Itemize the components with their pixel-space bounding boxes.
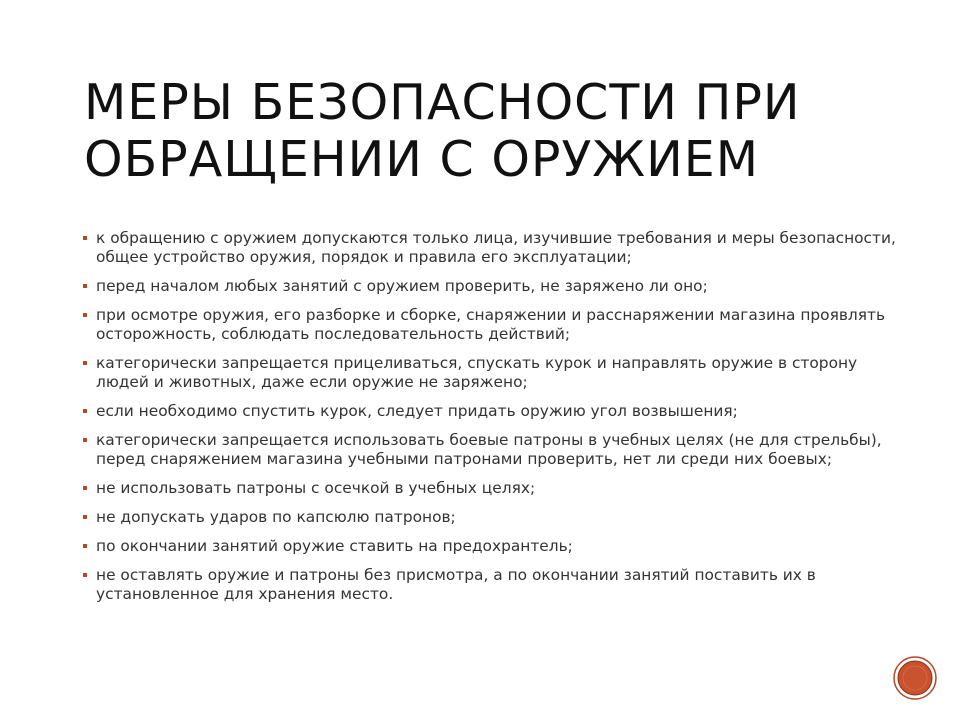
slide-title: [84, 74, 904, 188]
bullet-text: не использовать патроны с осечкой в учебных целях;: [96, 479, 536, 497]
slide-title-line-2: ОБРАЩЕНИИ С ОРУЖИЕМ: [84, 131, 759, 188]
bullet-square-icon: [83, 573, 87, 577]
bullet-text: не оставлять оружие и патроны без присмотра, а по окончании занятий поставить их в установленное для хранения место.: [96, 566, 816, 603]
bullet-square-icon: [83, 515, 87, 519]
bullet-square-icon: [83, 409, 87, 413]
slide-title-line-1: МЕРЫ БЕЗОПАСНОСТИ ПРИ: [84, 74, 801, 131]
bullet-square-icon: [83, 361, 87, 365]
bullet-text: если необходимо спустить курок, следует придать оружию угол возвышения;: [96, 402, 738, 420]
bullet-text: при осмотре оружия, его разборке и сборке, снаряжении и расснаряжении магазина проявлять осторожность, соблюдать последовательность действий;: [96, 306, 886, 343]
bullet-text: не допускать ударов по капсюлю патронов;: [96, 508, 456, 526]
bullet-item: [80, 431, 900, 469]
bullet-item: [80, 354, 900, 392]
bullet-item: [80, 277, 900, 296]
bullet-item: [80, 566, 900, 604]
bullet-square-icon: [83, 486, 87, 490]
bullet-square-icon: [83, 236, 87, 240]
bullet-text: перед началом любых занятий с оружием проверить, не заряжено ли оно;: [96, 277, 708, 295]
bullet-item: [80, 479, 900, 498]
bullet-text: категорически запрещается использовать боевые патроны в учебных целях (не для стрельбы), перед снаряжением магазина учебными патронами проверить, нет ли среди них боевых;: [96, 431, 882, 468]
bullet-square-icon: [83, 284, 87, 288]
bullet-text: по окончании занятий оружие ставить на предохрантель;: [96, 537, 573, 555]
bullet-item: [80, 402, 900, 421]
bullet-text: к обращению с оружием допускаются только лица, изучившие требования и меры безопасности, общее устройство оружия, порядок и правила его эксплуатации;: [96, 229, 896, 266]
bullet-item: [80, 508, 900, 527]
bullet-square-icon: [83, 544, 87, 548]
bullet-list: [80, 229, 900, 614]
decorative-circle-badge-icon: [893, 656, 937, 700]
bullet-square-icon: [83, 313, 87, 317]
bullet-item: [80, 229, 900, 267]
bullet-item: [80, 306, 900, 344]
bullet-text: категорически запрещается прицеливаться, спускать курок и направлять оружие в сторону людей и животных, даже если оружие не заряжено;: [96, 354, 858, 391]
bullet-square-icon: [83, 438, 87, 442]
bullet-item: [80, 537, 900, 556]
